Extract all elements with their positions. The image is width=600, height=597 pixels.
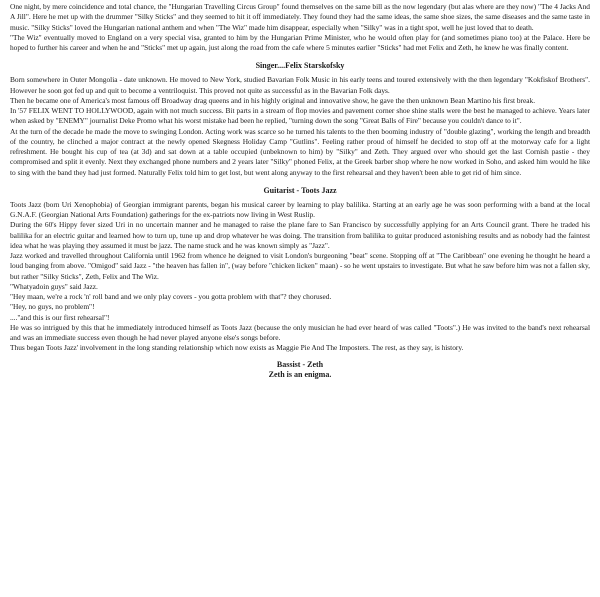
toots-paragraph: Jazz worked and travelled throughout California until 1962 from whence he deigned to visit London's burgeoning "beat" scene. Stopping off at "The Caribbean" one evening he thought he heard a loud banging from above. "Omigod" said Jazz - "the heaven has fallen in", (way before "chicken licken" maan) - so he went upstairs to investigate. But what he saw before him was not a fallen sky, but rather "Silky Sticks", Zeth, Felix and The Wiz. xyxy=(10,251,590,281)
felix-paragraph: Born somewhere in Outer Mongolia - date unknown. He moved to New York, studied Bavarian Folk Music in his early teens and toured extensively with the then legendary "Kokfiskof Brothers". However he soon got fed up and quit to become a ventriloquist. This proved not quite as successful as in the Bavarian Folk days. xyxy=(10,75,590,95)
felix-paragraph: In '57 FELIX WENT TO HOLLYWOOD, again with not much success. Bit parts in a stream of flop movies and pavement corner shoe shine stalls were the best he managed to achieve. Years later when asked by "ENEMY" journalist Deke Promo what his worst mistake had been he replied, "turning down the song "Great Balls of Fire" because you couldn't dance to it". xyxy=(10,106,590,126)
intro-section xyxy=(10,2,590,53)
felix-heading: Singer....Felix Starskofsky xyxy=(255,61,345,71)
toots-heading: Guitarist - Toots Jazz xyxy=(263,185,337,195)
intro-paragraph: "The Wiz" eventually moved to England on a very special visa, granted to him by the Hungarian Prime Minister, who he would often play for (and sometimes piano too) at the Palace. Here be hoped to further his career and when he and "Sticks" met up again, just along the road from the cafe where 5 minutes earlier "Sticks" had met Felix and Zeth, he knew he was finally content. xyxy=(10,32,590,52)
intro-paragraph: One night, by mere coincidence and total chance, the "Hungarian Travelling Circus Group" found themselves on the same bill as the now legendary (but alas where are they now) "The 4 Jacks And A Jill". Here he met up with the drummer "Silky Sticks" and they seemed to hit it off immediately. They found they had the same ideas, the same shoe sizes, the same diseases and the same taste in music. "Silky Sticks" loved the Hungarian national anthem and when "The Wiz" made him disappear, especially when "Silky" was in a tight spot, well he just loved that to death. xyxy=(10,2,590,32)
toots-paragraph: "Hey maan, we're a rock 'n' roll band and we only play covers - you gotta problem with that"? they chorused. xyxy=(10,292,332,301)
zeth-heading: Bassist - Zeth xyxy=(276,359,324,369)
zeth-section xyxy=(10,360,590,380)
toots-paragraph: Toots Jazz (born Uri Xenophobia) of Georgian immigrant parents, began his musical career by learning to play balilika. Starting at an early age he was soon performing with a band at the local G.N.A.F. (Georgian National Arts Foundation) gatherings for the ex-patriots now living in West Ruslip. xyxy=(10,199,590,219)
toots-paragraph: "Hey, no guys, no problem"! xyxy=(10,302,95,312)
toots-paragraph: "Whatyadoin guys" said Jazz. xyxy=(10,281,98,291)
felix-paragraph: Then he became one of America's most famous off Broadway drag queens and in his highly original and innovative show, he gave the then unknown Bean Martino his first break. xyxy=(10,95,536,105)
zeth-line: Zeth is an enigma. xyxy=(268,369,332,379)
toots-paragraph: ...."and this is our first rehearsal"! xyxy=(10,312,110,322)
toots-paragraph: Thus began Toots Jazz' involvement in the long standing relationship which now exists as Maggie Pie And The Imposters. The rest, as they say, is history. xyxy=(10,343,464,353)
toots-paragraph: He was so intrigued by this that he immediately introduced himself as Toots Jazz (because the only musician he had ever heard of was called "Toots".) He was invited to the band's next rehearsal and was an immediate success even though he had never played anyone else's songs before. xyxy=(10,322,590,342)
toots-paragraph: During the 60's Hippy fever sized Uri in no uncertain manner and he managed to raise the plane fare to San Francisco by successfully applying for an Arts Council grant. There he traded his balilika for an electric guitar and learned how to turn up, tune up and drop whatever he was doing. The transition from balilika to guitar produced astonishing results and as nobody had the faintest idea what he was playing they assumed it must be jazz. The name stuck and he was known simply as "Jazz". xyxy=(10,220,590,250)
toots-section xyxy=(10,186,590,354)
felix-paragraph: At the turn of the decade he made the move to swinging London. Acting work was scarce so he turned his talents to the then booming industry of "double glazing", working the length and breadth of the country, he clinched a major contract at the newly opened Skegness Holiday Camp "Gutlins". Feeling rather proud of himself he decided to stop off at the motorway cafe for a light refreshment. He bought his cup of tea (at 3d) and sat down at a table occupied (unbeknown to him) by "Silky" and Zeth. They argued over who should get the last Cornish pastie - they compromised and split it evenly. Next they exchanged phone numbers and 2 years later "Silky" phoned Felix, at the Greek barber shop where he now worked in Soho, and asked him would he like to sing with the band they had just formed. Naturally Felix told him to get lost, but went along anyway to the first rehearsal and they haven't been able to get rid of him since. xyxy=(10,126,590,177)
felix-section xyxy=(10,61,590,178)
